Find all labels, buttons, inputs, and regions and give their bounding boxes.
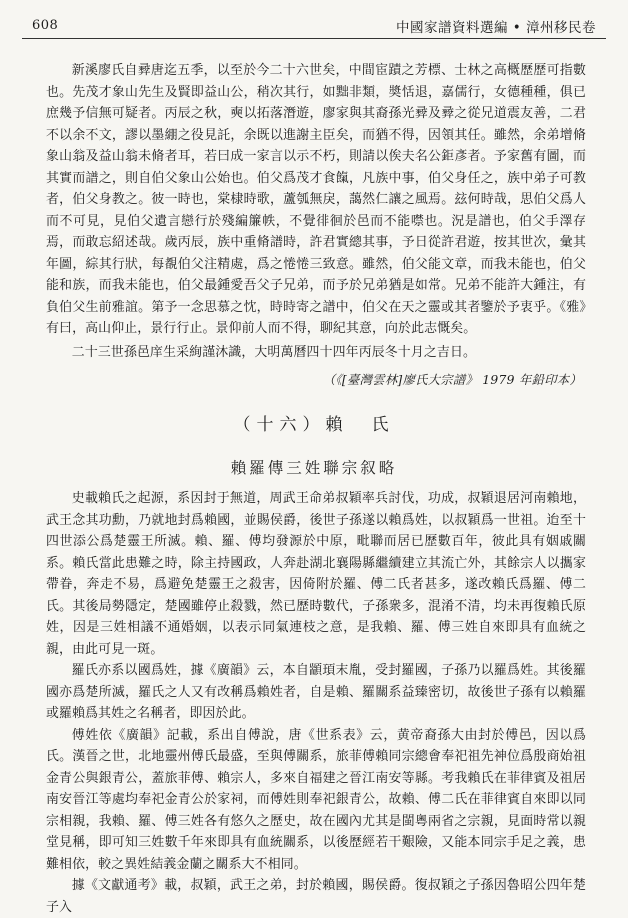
page-number: 608 [32,18,59,33]
running-title: 中國家譜資料選編 • 漳州移民卷 [395,20,596,36]
article-title: 賴羅傳三姓聯宗叙略 [230,459,398,477]
source-citation: （《[臺灣雲林]廖氏大宗譜》 1979 年鉛印本） [322,373,582,387]
signature-line: 二十三世孫邑庠生采絢謹沐識，大明萬曆四十四年丙辰冬十月之吉日。 [71,344,477,360]
header-rule [22,38,606,39]
section-title: （十六）賴 氏 [233,415,395,435]
page-header [22,14,606,40]
article-paragraph: 史載賴氏之起源，系因封于無道，周武王命弟叔穎率兵討伐，功成，叔穎退居河南賴地，武王念其功勳，乃就地封爲賴國，並賜侯爵，後世子孫遂以賴爲姓，以叔穎爲一世祖。迨至十四世添公爲楚靈王所滅。賴、羅、傅均發源於中原，毗聯而居已歷數百年，彼此具有姻戚關系。賴氏當此患難之時，除主持國政，人奔赴湖北襄陽縣繼續建立其流亡外，其餘宗人以攜家帶眷，奔走不易，爲避免楚靈王之殺害，因倚附於羅、傅二氏者甚多，遂改賴氏爲羅、傅二氏。其後局勢隱定，楚國雖停止殺戮，然已歷時數代，子孫衆多，混淆不清，均未再復賴氏原姓，因是三姓相議不通婚姻，以表示同氣連枝之意，是我賴、羅、傅三姓自來即具有血統之親，由此可見一斑。 [46,491,586,657]
article-paragraph: 傅姓依《廣韻》記載，系出自傅說，唐《世系表》云，黄帝裔孫大由封於傅邑，因以爲氏。漢晉之世，北地靈州傅氏最盛，至與傅關系，旅菲傅賴同宗總會奉祀祖先神位爲殷商始祖金青公與銀青公，蓋旅菲傅、賴宗人，多來自福建之晉江南安等縣。考我賴氏在菲律賓及祖居南安晉江等處均奉祀金青公於家祠，而傅姓則奉祀銀青公，故賴、傅二氏在菲律賓自來即以同宗相親，我賴、羅、傅三姓各有悠久之歷史，故在國內尤其是閩粵兩省之宗親，見面時常以親堂見稱，即可知三姓數千年來即具有血統關系，以後歷經若干艱險，又能本同宗手足之義，患難相依，較之異姓結義金蘭之關系大不相同。 [46,727,586,872]
article-paragraph: 據《文獻通考》載，叔穎，武王之弟，封於賴國，賜侯爵。復叔穎之子孫因魯昭公四年楚子入 [46,878,586,915]
article-body [46,488,586,918]
preface-text [46,60,586,363]
preface-paragraph: 新溪廖氏自彛唐迄五季，以至於今二十六世矣，中間宦蹟之芳標、士林之高概歷歷可指數也。先茂才象山先生及賢即益山公，稍次其行，如黜非類，奬恬退，嘉儒行，女德種種，俱已庶幾予信無可疑者。丙辰之秋，奭以拓落潛遊，廖家與其裔孫光彛及彛之從兄道震友善，二君不以余不文，謬以墨綳之役見託，余既以進謝主臣矣，而猶不得，因領其任。雖然，余弟增脩象山翁及益山翁未脩者耳，若曰成一家言以示不朽，則請以俟夫名公鉅彥者。予家舊有圖，而其實而譜之，則自伯父象山公始也。伯父爲茂才食餼，凡族中事，伯父身任之，族中弟子可教者，伯父身教之。彼一時也，棠棣時歌，蘆瓠無戾，藹然仁讓之風焉。玆何時哉，思伯父爲人而不可見，見伯父遺言戀行於殘編簾帙，不覺徘徊於邑而不能噤也。況是譜也，伯父手澤存焉，而敢忘紹述哉。歲丙辰，族中重脩譜時，許君實總其事，予日從許君遊，按其世次，彙其年圖，綜其行狀，每覩伯父注精處，爲之惓惓三致意。雖然，伯父能文章，而我未能也，伯父能和族，而我未能也，伯父最鍾愛吾父子兄弟，而予於兄弟猶是如常。兄弟不能許大鍾注，有負伯父生前雅誼。第予一念思慕之忱，時時寄之譜中，伯父在天之靈或其者鑒於予衷乎。《雅》有曰，高山仰止，景行行止。景仰前人而不得，聊紀其意，向於此志慨矣。 [46,63,586,336]
article-paragraph: 羅氏亦系以國爲姓，據《廣韻》云，本自顓頊末胤，受封羅國，子孫乃以羅爲姓。其後羅國亦爲楚所滅，羅氏之人又有改稱爲賴姓者，自是賴、羅關系益臻密切，故後世子孫有以賴羅或羅賴爲其姓之名稱者，即因於此。 [46,663,586,721]
